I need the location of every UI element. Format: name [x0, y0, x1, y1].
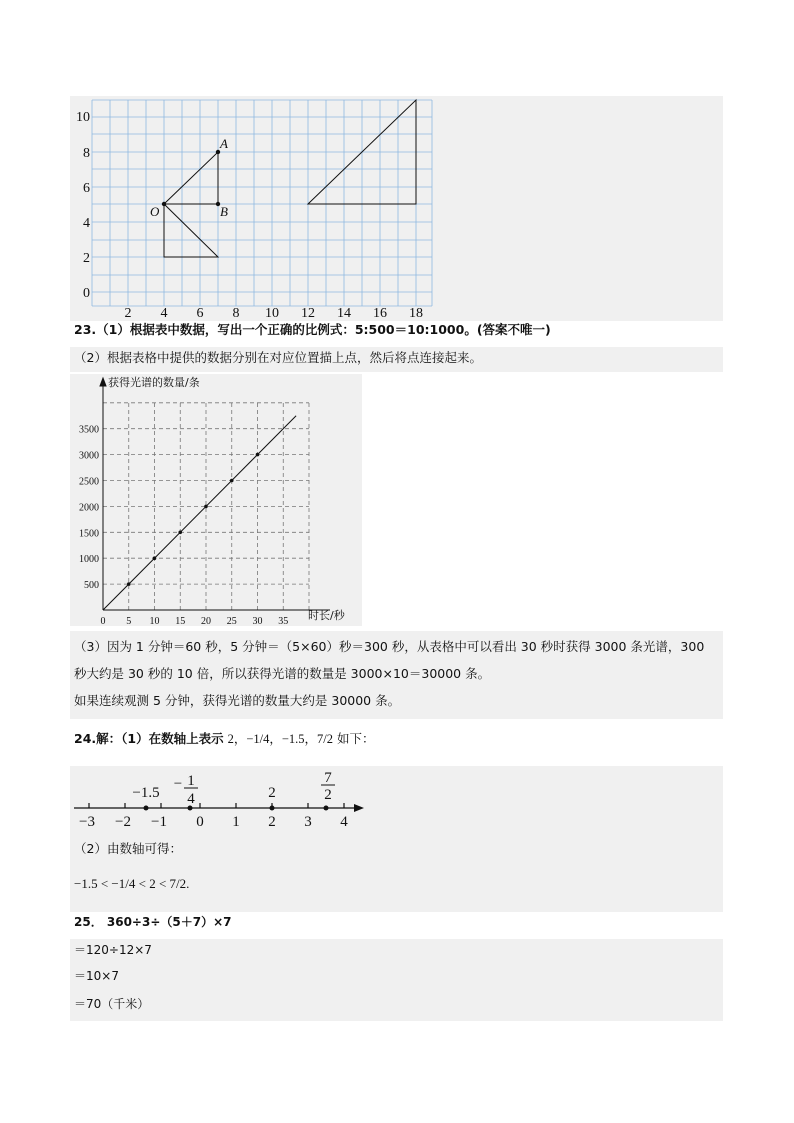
chart-series-line: [103, 416, 296, 610]
x-tick-14: 14: [337, 306, 351, 321]
nl-label-two: 2: [268, 785, 276, 801]
number-line-figure: [70, 766, 370, 830]
chart-xlabel: 时长/秒: [308, 609, 345, 622]
q24-intro-suffix: 如下：: [336, 731, 375, 746]
q24-intro: [74, 731, 375, 747]
spectrum-line-chart: [70, 374, 362, 626]
q23-part3-line2: 秒大约是 30 秒的 10 倍，所以获得光谱的数量是 3000×10＝30000 条。: [74, 666, 491, 681]
y-tick-6: 6: [83, 181, 90, 196]
chart-ytick-3500: 3500: [79, 424, 99, 436]
chart-ytick-2500: 2500: [79, 476, 99, 488]
chart-point-30: [256, 453, 260, 457]
chart-xtick-5: 5: [126, 616, 132, 626]
nl-tick-2: 2: [268, 814, 276, 830]
x-tick-8: 8: [232, 306, 240, 321]
q24-inequality: −1.5 < −1/4 < 2 < 7/2.: [74, 876, 190, 891]
q25-line3: ＝10×7: [74, 969, 119, 983]
number-line-arrow: [354, 804, 364, 812]
band-q25: [70, 939, 723, 1021]
chart-xtick-20: 20: [201, 616, 211, 626]
label-b: B: [220, 204, 228, 219]
q25-line2: ＝120÷12×7: [74, 943, 152, 957]
coordinate-grid-figure: [70, 96, 435, 321]
x-tick-18: 18: [409, 306, 423, 321]
x-tick-16: 16: [373, 306, 387, 321]
label-a: A: [220, 136, 228, 151]
chart-ytick-3000: 3000: [79, 450, 99, 462]
y-tick-4: 4: [83, 216, 90, 231]
nl-tick-0: 0: [196, 814, 204, 830]
q24-part2: （2）由数轴可得：: [74, 841, 182, 856]
x-tick-12: 12: [301, 306, 315, 321]
nl-label-seven: 7: [324, 770, 332, 786]
x-tick-10: 10: [265, 306, 279, 321]
chart-ytick-2000: 2000: [79, 502, 99, 514]
chart-xtick-35: 35: [278, 616, 289, 626]
chart-ylabel: 获得光谱的数量/条: [108, 376, 200, 389]
nl-tick-4: 4: [340, 814, 348, 830]
q23-part3-line1: （3）因为 1 分钟＝60 秒，5 分钟＝（5×60）秒＝300 秒，从表格中可以看出 30 秒时获得 3000 条光谱，300: [74, 639, 705, 654]
q23-part3-line3: 如果连续观测 5 分钟，获得光谱的数量大约是 30000 条。: [74, 693, 401, 708]
chart-xtick-0: 0: [100, 616, 106, 626]
nl-label-quarter-sign: −: [173, 776, 183, 792]
chart-ytick-1000: 1000: [79, 554, 99, 566]
triangle-rotated: [164, 204, 218, 257]
x-tick-4: 4: [160, 306, 168, 321]
nl-label-quarter-num: 1: [187, 773, 195, 789]
y-tick-8: 8: [83, 146, 90, 161]
point-two: [270, 806, 275, 811]
chart-point-10: [153, 556, 157, 560]
q24-intro-prefix: 24.解：（1）在数轴上表示: [74, 731, 224, 746]
nl-label-neg-1-5: −1.5: [132, 785, 160, 801]
nl-tick-neg3: −3: [79, 814, 95, 830]
q23-part1: 23.（1）根据表中数据，写出一个正确的比例式：5:500＝10:1000。(答案不唯一): [74, 322, 551, 337]
q23-part2: （2）根据表格中提供的数据分别在对应位置描上点，然后将点连接起来。: [74, 350, 482, 365]
q25-line1: 25． 360÷3÷（5＋7）×7: [74, 915, 232, 929]
chart-point-15: [178, 531, 182, 535]
nl-label-seven-den: 2: [324, 787, 332, 803]
nl-tick-1: 1: [232, 814, 240, 830]
point-seven-halves: [324, 806, 329, 811]
y-tick-2: 2: [83, 251, 90, 266]
y-axis-arrow: [100, 378, 106, 386]
x-tick-6: 6: [196, 306, 204, 321]
nl-tick-neg1: −1: [151, 814, 167, 830]
chart-ytick-1500: 1500: [79, 528, 99, 540]
chart-point-20: [204, 505, 208, 509]
q25-line4: ＝70（千米）: [74, 997, 150, 1011]
y-tick-0: 0: [83, 286, 90, 301]
point-o: [162, 202, 166, 206]
nl-tick-3: 3: [304, 814, 312, 830]
triangle-oab: [164, 152, 218, 204]
x-tick-2: 2: [124, 306, 132, 321]
chart-xtick-25: 25: [226, 616, 237, 626]
chart-point-5: [127, 582, 131, 586]
q24-intro-values: 2，−1/4，−1.5，7/2: [227, 732, 333, 746]
nl-label-quarter-den: 4: [187, 791, 195, 807]
chart-ytick-500: 500: [84, 580, 99, 592]
chart-xtick-30: 30: [252, 616, 263, 626]
nl-tick-neg2: −2: [115, 814, 131, 830]
chart-point-25: [230, 479, 234, 483]
y-tick-10: 10: [76, 110, 90, 125]
chart-xtick-10: 10: [149, 616, 160, 626]
label-o: O: [150, 204, 160, 219]
chart-xtick-15: 15: [175, 616, 186, 626]
point-neg-1-5: [144, 806, 149, 811]
